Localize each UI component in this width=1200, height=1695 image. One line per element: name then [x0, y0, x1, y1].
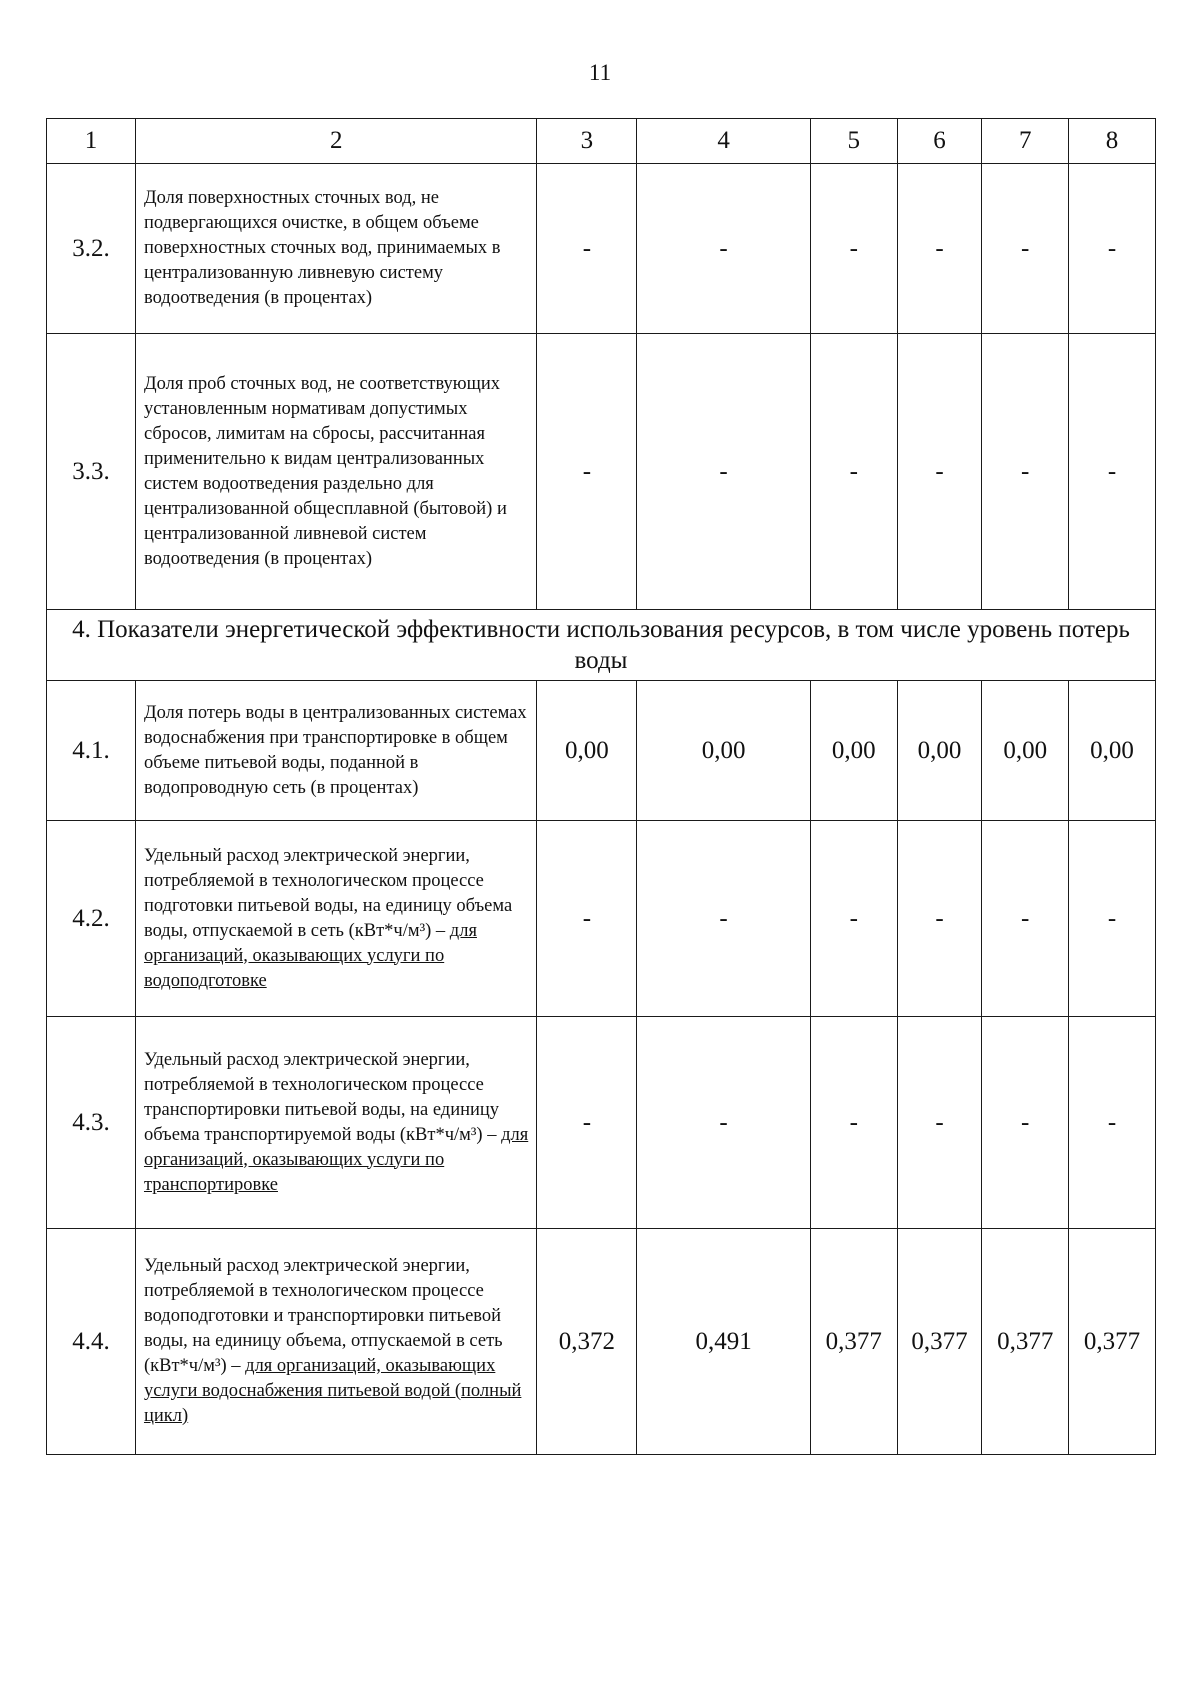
row-number: 4.4.	[47, 1229, 136, 1455]
table-row	[47, 1017, 1156, 1229]
value-cell: 0,372	[537, 1229, 637, 1455]
value-cell: -	[1069, 1017, 1156, 1229]
value-cell: -	[810, 1017, 897, 1229]
row-number: 3.3.	[47, 334, 136, 610]
row-number: 4.3.	[47, 1017, 136, 1229]
column-header-2: 2	[135, 119, 536, 164]
section-4-title: 4. Показатели энергетической эффективности использования ресурсов, в том числе уровень потерь воды	[47, 610, 1156, 681]
value-cell: 0,00	[810, 681, 897, 821]
value-cell: -	[982, 164, 1069, 334]
value-cell: 0,377	[982, 1229, 1069, 1455]
table-row	[47, 334, 1156, 610]
value-cell: -	[897, 164, 982, 334]
column-header-6: 6	[897, 119, 982, 164]
indicator-description	[135, 1229, 536, 1455]
value-cell: -	[537, 164, 637, 334]
description-underlined: для организаций, оказывающих услуги по водоподготовке	[143, 920, 477, 991]
value-cell: -	[810, 821, 897, 1017]
value-cell: 0,00	[897, 681, 982, 821]
value-cell: -	[537, 821, 637, 1017]
column-header-4: 4	[637, 119, 811, 164]
value-cell: 0,377	[1069, 1229, 1156, 1455]
value-cell: -	[537, 1017, 637, 1229]
value-cell: -	[810, 334, 897, 610]
description-underlined: для организаций, оказывающих услуги водоснабжения питьевой водой (полный цикл)	[143, 1356, 522, 1426]
row-number: 3.2.	[47, 164, 136, 334]
value-cell: -	[810, 164, 897, 334]
value-cell: -	[1069, 821, 1156, 1017]
description-text: Удельный расход электрической энергии, потребляемой в технологическом процессе подготовки питьевой воды, на единицу объема воды, отпускаемой в сеть (кВт*ч/м³) –	[143, 845, 513, 941]
value-cell: 0,00	[637, 681, 811, 821]
value-cell: 0,377	[810, 1229, 897, 1455]
column-number-row	[47, 119, 1156, 164]
indicator-description: Доля потерь воды в централизованных системах водоснабжения при транспортировке в общем объеме питьевой воды, поданной в водопроводную сеть (в процентах)	[135, 681, 536, 821]
value-cell: -	[897, 821, 982, 1017]
row-number: 4.2.	[47, 821, 136, 1017]
value-cell: 0,00	[537, 681, 637, 821]
table-row	[47, 821, 1156, 1017]
value-cell: -	[637, 1017, 811, 1229]
indicator-description	[135, 1017, 536, 1229]
value-cell: -	[982, 1017, 1069, 1229]
table-row	[47, 164, 1156, 334]
description-text: Удельный расход электрической энергии, потребляемой в технологическом процессе водоподготовки и транспортировки питьевой воды, на единицу объема, отпускаемой в сеть (кВт*ч/м³) –	[143, 1256, 503, 1376]
value-cell: -	[1069, 334, 1156, 610]
value-cell: -	[1069, 164, 1156, 334]
row-number: 4.1.	[47, 681, 136, 821]
description-text: Удельный расход электрической энергии, потребляемой в технологическом процессе транспортировки питьевой воды, на единицу объема транспортируемой воды (кВт*ч/м³) –	[143, 1049, 500, 1145]
section-heading-row	[47, 610, 1156, 681]
page-number: 11	[588, 60, 612, 85]
value-cell: 0,00	[982, 681, 1069, 821]
column-header-1: 1	[47, 119, 136, 164]
description-underlined: для организаций, оказывающих услуги по транспортировке	[143, 1124, 529, 1195]
value-cell: -	[982, 821, 1069, 1017]
value-cell: -	[897, 1017, 982, 1229]
indicator-description: Доля проб сточных вод, не соответствующих установленным нормативам допустимых сбросов, лимитам на сбросы, рассчитанная применительно к видам централизованных систем водоотведения раздельно для централизованной общесплавной (бытовой) и централизованной ливневой систем водоотведения (в процентах)	[135, 334, 536, 610]
value-cell: -	[637, 164, 811, 334]
value-cell: 0,00	[1069, 681, 1156, 821]
value-cell: -	[637, 821, 811, 1017]
value-cell: 0,377	[897, 1229, 982, 1455]
column-header-7: 7	[982, 119, 1069, 164]
value-cell: -	[637, 334, 811, 610]
column-header-5: 5	[810, 119, 897, 164]
table-row	[47, 1229, 1156, 1455]
value-cell: -	[537, 334, 637, 610]
indicator-description	[135, 821, 536, 1017]
value-cell: -	[897, 334, 982, 610]
value-cell: -	[982, 334, 1069, 610]
indicator-description: Доля поверхностных сточных вод, не подвергающихся очистке, в общем объеме поверхностных сточных вод, принимаемых в централизованную ливневую систему водоотведения (в процентах)	[135, 164, 536, 334]
indicators-table	[46, 118, 1156, 1455]
value-cell: 0,491	[637, 1229, 811, 1455]
column-header-3: 3	[537, 119, 637, 164]
table-row	[47, 681, 1156, 821]
column-header-8: 8	[1069, 119, 1156, 164]
